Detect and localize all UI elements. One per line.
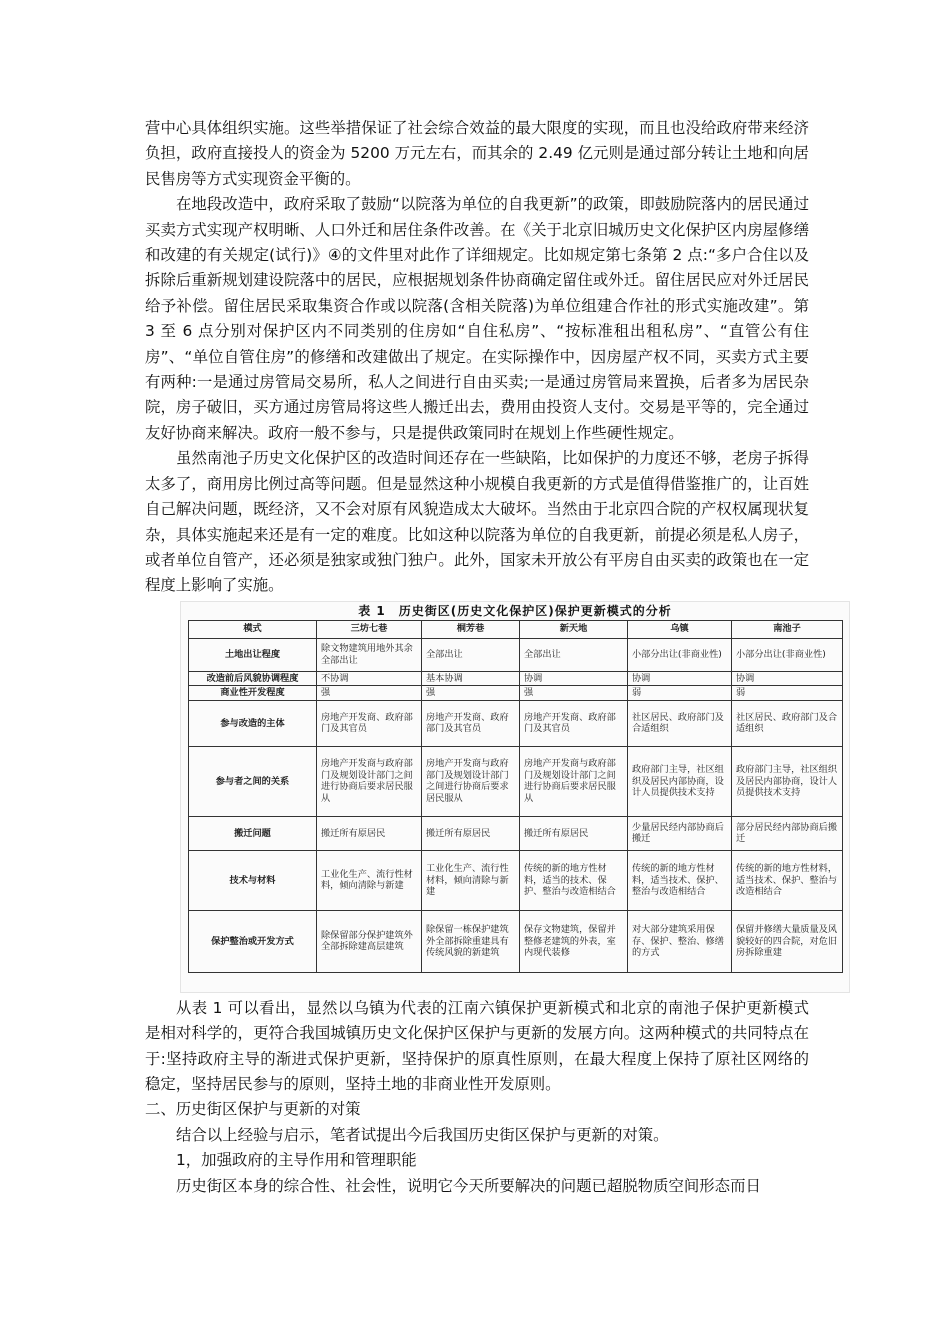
table-cell: 搬迁所有原居民 [422, 816, 520, 850]
table-cell: 传统的新的地方性材料，适当的技术、保护、整治与改造相结合 [520, 850, 628, 910]
table-cell: 政府部门主导，社区组织及居民内部协商，设计人员提供技术支持 [628, 746, 732, 816]
paragraph: 营中心具体组织实施。这些举措保证了社会综合效益的最大限度的实现，而且也没给政府带来经济负担，政府直接投人的资金为 5200 万元左右，而其余的 2.49 亿元则是通过部分转让土地和向居民售房等方式实现资金平衡的。 [145, 119, 809, 188]
table-cell: 政府部门主导，社区组织及居民内部协商，设计人员提供技术支持 [732, 746, 843, 816]
header-cell: 模式 [189, 620, 317, 638]
table-cell: 全部出让 [520, 638, 628, 671]
section-heading: 二、历史街区保护与更新的对策 [145, 1100, 361, 1119]
table-cell: 社区居民、政府部门及合适组织 [732, 700, 843, 746]
table-row [189, 686, 843, 701]
table-cell: 房地产开发商、政府部门及其官员 [422, 700, 520, 746]
paragraph: 历史街区本身的综合性、社会性，说明它今天所要解决的问题已超脱物质空间形态而日 [176, 1176, 761, 1195]
paragraph: 从表 1 可以看出，显然以乌镇为代表的江南六镇保护更新模式和北京的南池子保护更新模式是相对科学的，更符合我国城镇历史文化保护区保护与更新的发展方向。这两种模式的共同特点在于:坚持政府主导的渐进式保护更新，坚持保护的原真性原则，在最大程度上保持了原社区网络的稳定，坚持居民参与的原则，坚持土地的非商业性开发原则。 [145, 998, 809, 1093]
table-cell: 强 [422, 686, 520, 701]
table-row [189, 816, 843, 850]
table-cell: 部分居民经内部协商后搬迁 [732, 816, 843, 850]
table-figure [180, 601, 850, 993]
table-row [189, 638, 843, 671]
table-cell: 全部出让 [422, 638, 520, 671]
table-cell: 协调 [628, 671, 732, 686]
table-cell: 工业化生产、流行性材料，倾向清除与新建 [422, 850, 520, 910]
table-cell: 强 [317, 686, 422, 701]
row-header-cell: 土地出让程度 [189, 638, 317, 671]
table-row [189, 850, 843, 910]
table-cell: 房地产开发商、政府部门及其官员 [520, 700, 628, 746]
row-header-cell: 参与改造的主体 [189, 700, 317, 746]
table-row [189, 700, 843, 746]
table-cell: 除保留部分保护建筑外全部拆除建高层建筑 [317, 910, 422, 972]
row-header-cell: 搬迁问题 [189, 816, 317, 850]
table-cell: 搬迁所有原居民 [317, 816, 422, 850]
header-cell: 三坊七巷 [317, 620, 422, 638]
table-cell: 少量居民经内部协商后搬迁 [628, 816, 732, 850]
header-cell: 乌镇 [628, 620, 732, 638]
table-title: 表 1 历史街区(历史文化保护区)保护更新模式的分析 [358, 603, 672, 618]
table-cell: 小部分出让(非商业性) [628, 638, 732, 671]
row-header-cell: 商业性开发程度 [189, 686, 317, 701]
table-cell: 房地产开发商与政府部门及规划设计部门之间进行协商后要求居民服从 [317, 746, 422, 816]
paragraph: 在地段改造中，政府采取了鼓励“以院落为单位的自我更新”的政策，即鼓励院落内的居民通过买卖方式实现产权明晰、人口外迁和居住条件改善。在《关于北京旧城历史文化保护区内房屋修缮和改建的有关规定(试行)》④的文件里对此作了详细规定。比如规定第七条第 2 点:“多户合住以及拆除后重新规划建设院落中的居民，应根据规划条件协商确定留住或外迁。留住居民应对外迁居民给予补偿。留住居民采取集资合作或以院落(含相关院落)为单位组建合作社的形式实施改建”。第 3 至 6 点分别对保护区内不同类别的住房如“自住私房”、“按标准租出租私房”、“直管公有住房”、“单位自管住房”的修缮和改建做出了规定。在实际操作中，因房屋产权不同，买卖方式主要有两种:一是通过房管局交易所，私人之间进行自由买卖;一是通过房管局来置换，后者多为居民杂院，房子破旧，买方通过房管局将这些人搬迁出去，费用由投资人支付。交易是平等的，完全通过友好协商来解决。政府一般不参与，只是提供政策同时在规划上作些硬性规定。 [145, 195, 809, 442]
subsection-heading: 1，加强政府的主导作用和管理职能 [176, 1151, 417, 1170]
table-cell: 保存文物建筑，保留并整修老建筑的外表，室内现代装修 [520, 910, 628, 972]
table-row [189, 910, 843, 972]
table-cell: 除文物建筑用地外其余全部出让 [317, 638, 422, 671]
table-row [189, 671, 843, 686]
table-cell: 弱 [732, 686, 843, 701]
table-cell: 社区居民、政府部门及合适组织 [628, 700, 732, 746]
table-cell: 协调 [520, 671, 628, 686]
table-header-row [189, 620, 843, 638]
paragraph: 结合以上经验与启示，笔者试提出今后我国历史街区保护与更新的对策。 [176, 1125, 669, 1144]
table-cell: 工业化生产、流行性材料，倾向清除与新建 [317, 850, 422, 910]
table-cell: 房地产开发商与政府部门及规划设计部门之间进行协商后要求居民服从 [422, 746, 520, 816]
table-cell: 房地产开发商、政府部门及其官员 [317, 700, 422, 746]
table-cell: 房地产开发商与政府部门及规划设计部门之间进行协商后要求居民服从 [520, 746, 628, 816]
table-cell: 对大部分建筑采用保存、保护、整治、修缮的方式 [628, 910, 732, 972]
table-cell: 传统的新的地方性材料，适当技术、保护、整治与改造相结合 [628, 850, 732, 910]
header-cell: 桐芳巷 [422, 620, 520, 638]
table-row [189, 746, 843, 816]
table-cell: 搬迁所有原居民 [520, 816, 628, 850]
analysis-table [188, 620, 843, 973]
table-cell: 除保留一栋保护建筑外全部拆除重建具有传统风貌的新建筑 [422, 910, 520, 972]
paragraph: 虽然南池子历史文化保护区的改造时间还存在一些缺陷，比如保护的力度还不够，老房子拆得太多了，商用房比例过高等问题。但是显然这种小规模自我更新的方式是值得借鉴推广的，让百姓自己解决问题，既经济，又不会对原有风貌造成太大破坏。当然由于北京四合院的产权权属现状复杂，具体实施起来还是有一定的难度。比如这种以院落为单位的自我更新，前提必须是私人房子，或者单位自管产，还必须是独家或独门独户。此外，国家未开放公有平房自由买卖的政策也在一定程度上影响了实施。 [145, 449, 809, 595]
table-cell: 基本协调 [422, 671, 520, 686]
row-header-cell: 技术与材料 [189, 850, 317, 910]
document-page [145, 116, 838, 1199]
table-cell: 保留并修缮大量质量及风貌较好的四合院，对危旧房拆除重建 [732, 910, 843, 972]
table-cell: 小部分出让(非商业性) [732, 638, 843, 671]
table-cell: 强 [520, 686, 628, 701]
row-header-cell: 保护整治或开发方式 [189, 910, 317, 972]
row-header-cell: 参与者之间的关系 [189, 746, 317, 816]
row-header-cell: 改造前后风貌协调程度 [189, 671, 317, 686]
table-cell: 弱 [628, 686, 732, 701]
table-cell: 不协调 [317, 671, 422, 686]
table-cell: 协调 [732, 671, 843, 686]
header-cell: 南池子 [732, 620, 843, 638]
table-cell: 传统的新的地方性材料，适当技术、保护、整治与改造相结合 [732, 850, 843, 910]
header-cell: 新天地 [520, 620, 628, 638]
